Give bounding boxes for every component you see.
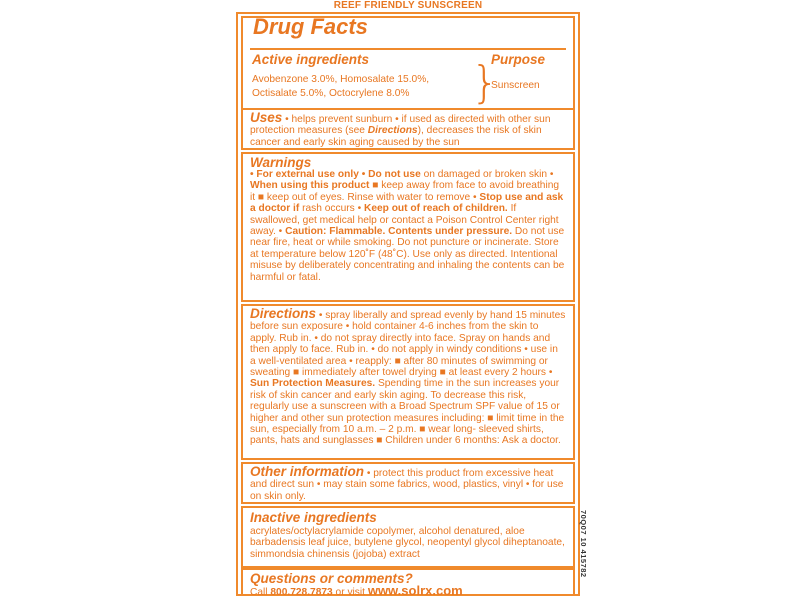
uses-text-2: ), decreases the risk of skin cancer and early skin aging caused by the sun [250,125,542,148]
drug-facts-title: Drug Facts [253,14,368,39]
purpose-text: Sunscreen [491,80,540,91]
product-header: REEF FRIENDLY SUNSCREEN [333,0,483,11]
warnings-stop-use: Stop use and ask a doctor if [250,191,564,215]
active-ingredients-list [252,73,472,101]
other-information-text: • protect this product from excessive heat and direct sun • may stain some fabrics, wood, plastics, vinyl • for use on skin only. [250,468,564,502]
warnings-text-4: If swallowed, get medical help or contact a Poison Control Center right away. • [250,203,559,238]
sun-protection-heading: Sun Protection Measures. [250,378,376,390]
inactive-ingredients-text: acrylates/octylacrylamide copolymer, alcohol denatured, aloe barbadensis leaf juice, butylene glycol, neopentyl glycol diheptanoate, simmondsia chinensis (jojoba) extract [250,526,565,560]
title-divider [250,48,566,50]
active-ingredients-section [241,16,575,110]
inactive-ingredients-heading: Inactive ingredients [250,510,377,525]
questions-call: Call [250,587,271,598]
questions-or: or visit [332,587,368,598]
warnings-text-3: rash occurs • [299,203,364,215]
active-ingredients-line-2: Octisalate 5.0%, Octocrylene 8.0% [252,88,410,99]
questions-heading: Questions or comments? [250,571,413,586]
warnings-section [241,152,575,302]
directions-text-1: • spray liberally and spread evenly by hand 15 minutes before sun exposure • hold container 4-6 inches from the skin to apply. Rub in. • do not spray directly into face. Spray on hands and then apply to face. Rub in. • do not apply in windy conditions • use in a well-ventilated area • reapply: ■ after 80 minutes of swimming or sweating ■ immediately after towel drying ■ at least every 2 hours • [250,310,566,379]
other-information-section [241,462,575,504]
uses-text-1: • helps prevent sunburn • if used as directed with other sun protection measures (see [250,114,551,137]
purpose-heading: Purpose [491,52,546,67]
warnings-text-1: on damaged or broken skin • [420,169,554,180]
directions-text-2: Spending time in the sun increases your risk of skin cancer and early skin aging. To decrease this risk, regularly use a sunscreen with a Broad Spectrum SPF value of 15 or higher and other sun protection measures including: ■ limit time in the sun, especially from 10 a.m. – 2 p.m. ■ wear long- sleeved shirts, pants, hats and sunglasses ■ Children under 6 months: Ask a doctor. [250,378,565,447]
warnings-text-5: Do not use near fire, heat or while smoking. Do not puncture or incinerate. Store at temperature below 120˚F (48˚C). Use only as directed. Intentional misuse by deliberately concentrating and inhaling the contents can be harmful or fatal. [250,226,565,283]
drug-facts-panel [236,12,580,596]
brace-symbol: } [471,57,499,108]
uses-directions-ref: Directions [367,125,418,137]
active-ingredients-heading: Active ingredients [252,52,370,67]
warnings-caution: Caution: Flammable. Contents under pressure. [285,226,513,238]
directions-heading: Directions [250,306,317,321]
uses-heading: Uses [250,110,283,125]
warnings-when-using: When using this product [250,180,370,192]
active-ingredients-line-1: Avobenzone 3.0%, Homosalate 15.0%, [252,74,430,85]
directions-section [241,304,575,460]
warnings-heading: Warnings [250,155,312,170]
side-barcode-text: 70Q07 10 415782 [579,510,588,578]
warnings-external: • For external use only • Do not use [250,169,421,180]
uses-section [241,108,575,150]
other-information-heading: Other information [250,464,364,479]
questions-website: www.solrx.com [367,583,463,598]
inactive-ingredients-section [241,506,575,568]
questions-phone: 800.728.7873 [270,587,333,598]
warnings-text-2: ■ keep away from face to avoid breathing it ■ keep out of eyes. Rinse with water to remove • [250,180,560,203]
warnings-keep-out: Keep out of reach of children. [363,203,508,215]
questions-section [241,568,575,598]
